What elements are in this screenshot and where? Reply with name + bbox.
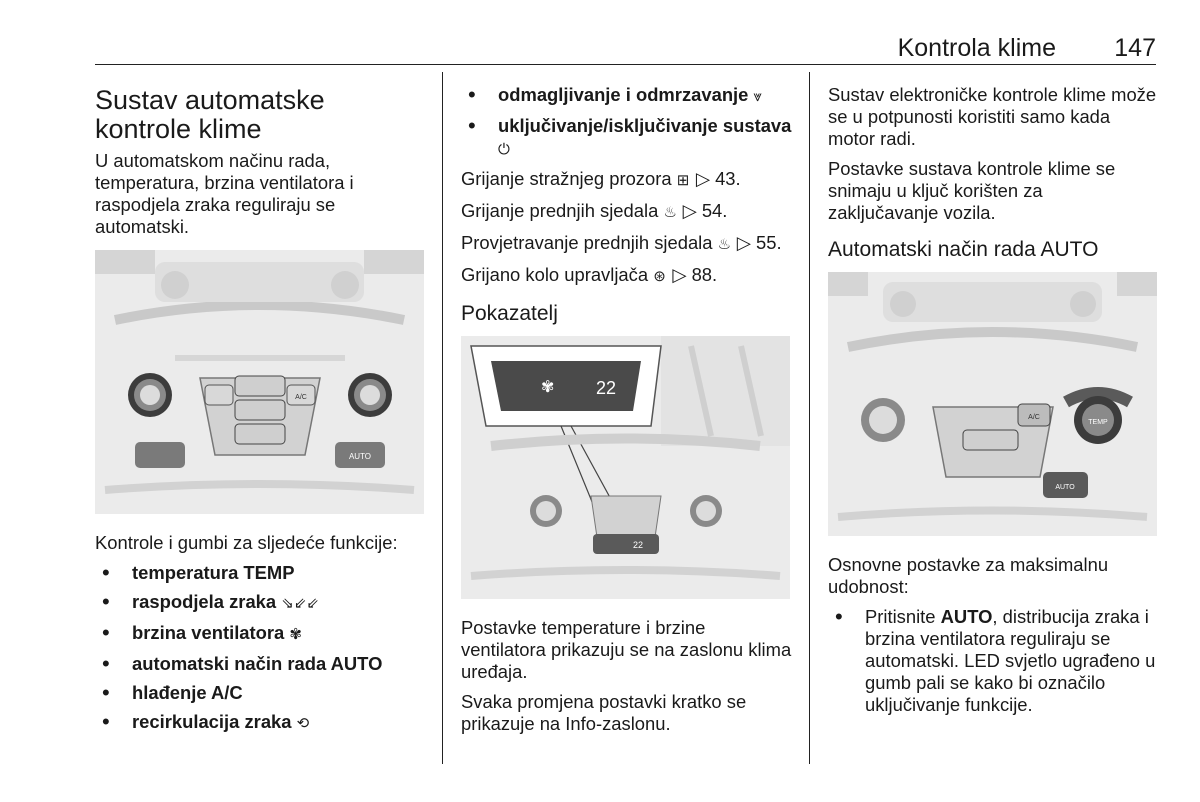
ref-line: Grijanje stražnjeg prozora ⊞ ▷ 43. — [461, 168, 793, 192]
column-divider-1 — [442, 72, 443, 764]
list-item: • odmagljivanje i odmrzavanje ⩔ — [461, 84, 793, 108]
rear-window-heating-icon: ⊞ — [676, 172, 690, 189]
list-item: • Pritisnite AUTO, distribucija zraka i brzina ventilatora reguliraju se automatski. LED svjetlo ugrađeno u gumb pali se kako bi označilo uključivanje funkcije. — [828, 606, 1158, 716]
chapter-title: Kontrola klime — [897, 34, 1056, 62]
paragraph: Sustav elektroničke kontrole klime može se u potpunosti koristiti samo kada motor radi. — [828, 84, 1157, 149]
ref-line: Grijano kolo upravljača ⊛ ▷ 88. — [461, 264, 793, 288]
paragraph: Postavke sustava kontrole klime se snimaju u ključ korišten za zaključavanje vozila. — [828, 158, 1116, 223]
paragraph: Osnovne postavke za maksimalnu udobnost: — [828, 554, 1109, 597]
section-heading: Sustav automatske kontrole klime — [95, 85, 325, 144]
ac-button-label: A/C — [295, 394, 307, 401]
auto-steps-list — [828, 606, 1158, 716]
fan-icon: ✾ — [289, 626, 302, 643]
auto-button-label: AUTO — [348, 452, 372, 461]
indicator-paragraph-1: Postavke temperature i brzine ventilatora prikazuju se na zaslonu klima uređaja. — [461, 617, 792, 682]
list-item: • uključivanje/isključivanje sustava ⏻ — [461, 115, 793, 161]
controls-list — [95, 562, 427, 735]
temp-knob-label: TEMP — [1088, 419, 1108, 426]
list-item: • recirkulacija zraka ⟲ — [95, 711, 427, 735]
column-1 — [95, 72, 427, 742]
seat-ventilation-icon: ♨ — [717, 236, 732, 253]
function-list — [461, 84, 793, 161]
indicator-figure — [461, 336, 790, 599]
column-2 — [461, 72, 793, 743]
display-temperature: 22 — [596, 378, 617, 398]
column-divider-2 — [809, 72, 810, 764]
column-3 — [828, 72, 1158, 723]
intro-paragraph: U automatskom načinu rada, temperatura, brzina ventilatora i raspodjela zraka reguliraju se automatski. — [95, 150, 354, 237]
indicator-heading: Pokazatelj — [461, 302, 558, 325]
indicator-paragraph-2: Svaka promjena postavki kratko se prikazuje na Info-zaslonu. — [461, 691, 747, 734]
recirculation-icon: ⟲ — [296, 715, 310, 732]
power-icon: ⏻ — [498, 141, 510, 158]
ref-line: Grijanje prednjih sjedala ♨ ▷ 54. — [461, 200, 793, 224]
list-item: • raspodjela zraka ⇘⇙⇙ — [95, 591, 427, 615]
controls-intro: Kontrole i gumbi za sljedeće funkcije: — [95, 532, 398, 553]
steering-wheel-heating-icon: ⊛ — [653, 268, 666, 285]
climate-panel-figure — [95, 250, 424, 514]
svg-text:✾: ✾ — [541, 379, 555, 396]
auto-mode-heading: Automatski način rada AUTO — [828, 238, 1099, 261]
seat-heating-icon: ♨ — [663, 204, 677, 221]
air-distribution-icon: ⇘⇙⇙ — [281, 595, 319, 612]
page-number: 147 — [1114, 34, 1156, 62]
auto-button-label: AUTO — [1055, 484, 1075, 491]
display-temperature-small: 22 — [633, 540, 644, 550]
page-header — [95, 30, 1156, 65]
defrost-icon: ⩔ — [753, 88, 762, 105]
auto-mode-figure — [828, 272, 1157, 536]
list-item: • automatski način rada AUTO — [95, 653, 427, 675]
list-item: • temperatura TEMP — [95, 562, 427, 584]
ac-button-label: A/C — [1028, 414, 1040, 421]
list-item: • brzina ventilatora ✾ — [95, 622, 427, 646]
ref-line: Provjetravanje prednjih sjedala ♨ ▷ 55. — [461, 232, 793, 256]
list-item: • hlađenje A/C — [95, 682, 427, 704]
